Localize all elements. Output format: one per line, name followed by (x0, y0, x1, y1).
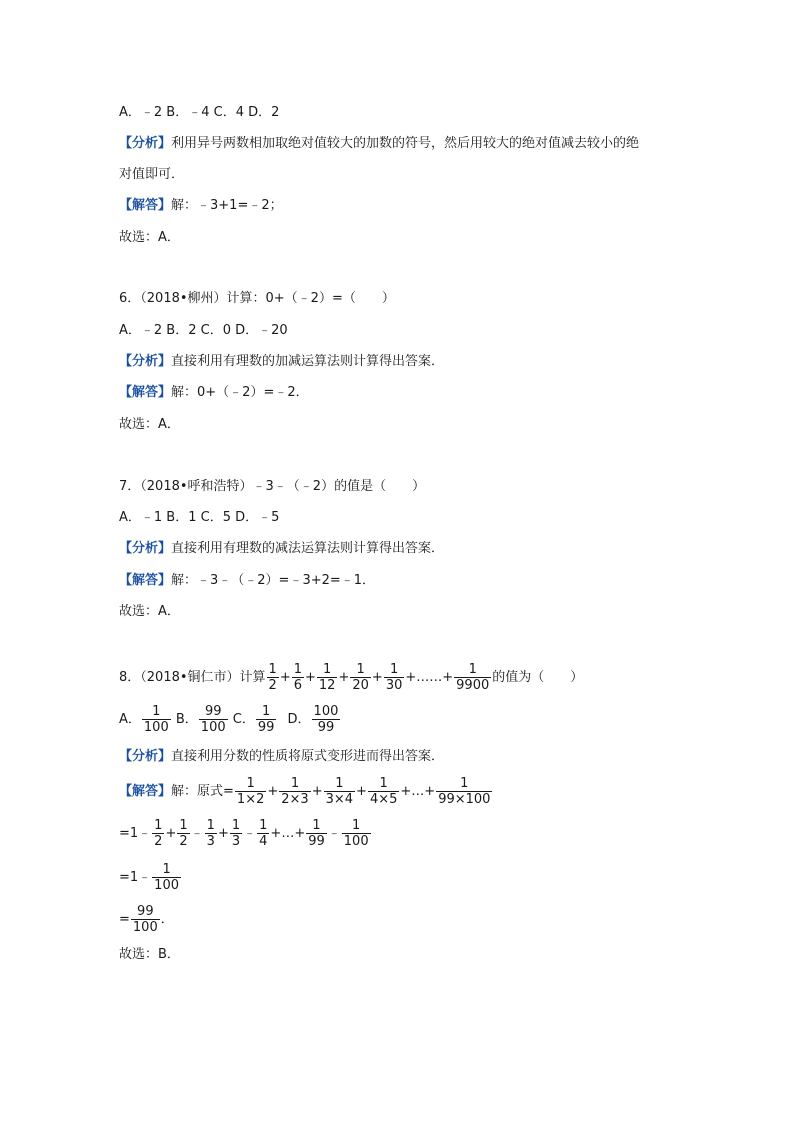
q6-answer (119, 384, 309, 402)
analysis-text: 直接利用分数的性质将原式变形进而得出答案． (171, 749, 445, 764)
stem-suffix: 的值为（ ） (492, 670, 584, 685)
q7-answer (119, 572, 375, 590)
q5-analysis-line-2: 对值即可． (119, 167, 185, 182)
step-prefix: = (119, 912, 130, 927)
answer-text: 解：0+（﹣2）=﹣2． (171, 385, 309, 400)
fraction: $\frac{1}{6}$ (293, 662, 302, 693)
q8-step-4 (119, 904, 174, 935)
fraction: $\frac{1}{2}$ (154, 818, 163, 849)
fraction: $\frac{1}{100}$ (154, 862, 179, 893)
answer-text: 解：﹣3﹣（﹣2）=﹣3+2=﹣1． (171, 573, 376, 588)
q7-analysis (119, 540, 444, 558)
fraction: $\frac{1}{100}$ (343, 818, 369, 849)
q6-choice: 故选：A． (119, 417, 180, 432)
fraction: $\frac{1}{20}$ (352, 662, 369, 693)
q8-stem: 8．（2018•铜仁市）计算 $\frac{1}{2}$ + $\frac{1}{6}$ + $\frac{1}{12}$ + $\frac{1}{20}$ + $\frac{1}{30}$ +……+ $\frac{1}{9900}$ 的值为（ ） (119, 662, 584, 693)
option-a-label: A． (119, 712, 141, 727)
q6-stem: 6．（2018•柳州）计算：0+（﹣2）=（ ） (119, 291, 395, 306)
fraction: $\frac{1}{3}$ (231, 818, 241, 849)
option-c-label: C． (232, 712, 255, 727)
fraction: $\frac{1}{99\times 100}$ (438, 776, 491, 807)
answer-tag: 【解答】 (119, 784, 172, 799)
analysis-tag: 【分析】 (119, 749, 172, 764)
q8-choice: 故选：B． (119, 947, 180, 962)
analysis-text: 利用异号两数相加取绝对值较大的加数的符号，然后用较大的绝对值减去较小的绝 (171, 136, 640, 151)
step-suffix: ． (160, 912, 174, 927)
q7-stem: 7．（2018•呼和浩特）﹣3﹣（﹣2）的值是（ ） (119, 479, 426, 494)
q8-analysis (119, 748, 444, 766)
fraction: $\frac{1}{2}$ (179, 818, 188, 849)
analysis-text: 直接利用有理数的加减运算法则计算得出答案． (171, 354, 445, 369)
analysis-text: 直接利用有理数的减法运算法则计算得出答案． (171, 541, 445, 556)
option-a-fraction: $\frac{1}{100}$ (143, 704, 169, 735)
q6-analysis (119, 353, 444, 371)
answer-tag: 【解答】 (119, 573, 172, 588)
answer-prefix: 解：原式= (171, 784, 234, 799)
ellipsis: +…+ (400, 784, 436, 799)
q5-answer (119, 197, 283, 215)
fraction: $\frac{1}{2\times 3}$ (281, 776, 309, 807)
option-b-fraction: $\frac{99}{100}$ (200, 704, 226, 735)
q8-step-3 (119, 862, 182, 893)
option-b-label: B． (175, 712, 198, 727)
analysis-tag: 【分析】 (119, 136, 172, 151)
fraction: $\frac{1}{2}$ (268, 662, 277, 693)
fraction: $\frac{1}{99}$ (308, 818, 325, 849)
fraction: $\frac{1}{3}$ (206, 818, 215, 849)
option-d-fraction: $\frac{100}{99}$ (313, 704, 339, 735)
q8-step-2: =1﹣ $\frac{1}{2}$ + $\frac{1}{2}$ ﹣ $\frac{1}{3}$ + $\frac{1}{3}$ ﹣ $\frac{1}{4}$ +…+ $\frac{1}{99}$ ﹣ $\frac{1}{100}$ (119, 818, 369, 849)
fraction: $\frac{1}{9900}$ (456, 662, 490, 693)
q6-options: A．﹣2 B．2 C．0 D．﹣20 (119, 323, 288, 338)
q8-answer: 【解答】解：原式= $\frac{1}{1\times 2}$ + $\frac{1}{2\times 3}$ + $\frac{1}{3\times 4}$ + $\frac{1}{4\times 5}$ +…+ $\frac{1}{99\times 100}$ (119, 776, 491, 807)
q7-choice: 故选：A． (119, 604, 180, 619)
q7-options: A．﹣1 B．1 C．5 D．﹣5 (119, 510, 280, 525)
option-c-fraction: $\frac{1}{99}$ (257, 704, 275, 735)
fraction: $\frac{1}{1\times 2}$ (236, 776, 265, 807)
fraction: $\frac{1}{30}$ (385, 662, 403, 693)
q5-choice: 故选：A． (119, 230, 180, 245)
answer-tag: 【解答】 (119, 198, 172, 213)
step-prefix: =1﹣ (119, 870, 152, 885)
fraction: $\frac{99}{100}$ (132, 904, 158, 935)
analysis-tag: 【分析】 (119, 354, 172, 369)
option-d-label: D． (287, 712, 311, 727)
step-prefix: =1﹣ (119, 826, 152, 841)
stem-prefix: 8．（2018•铜仁市）计算 (119, 670, 266, 685)
analysis-tag: 【分析】 (119, 541, 172, 556)
answer-text: 解：﹣3+1=﹣2； (171, 198, 283, 213)
q5-analysis-line-1 (119, 135, 639, 153)
q5-options: A．﹣2 B．﹣4 C．4 D．2 (119, 105, 280, 120)
answer-tag: 【解答】 (119, 385, 172, 400)
fraction: $\frac{1}{4\times 5}$ (369, 776, 398, 807)
ellipsis: +……+ (405, 670, 454, 685)
fraction: $\frac{1}{12}$ (318, 662, 336, 693)
fraction: $\frac{1}{3\times 4}$ (325, 776, 354, 807)
fraction: $\frac{1}{4}$ (259, 818, 268, 849)
q8-options (119, 704, 341, 735)
